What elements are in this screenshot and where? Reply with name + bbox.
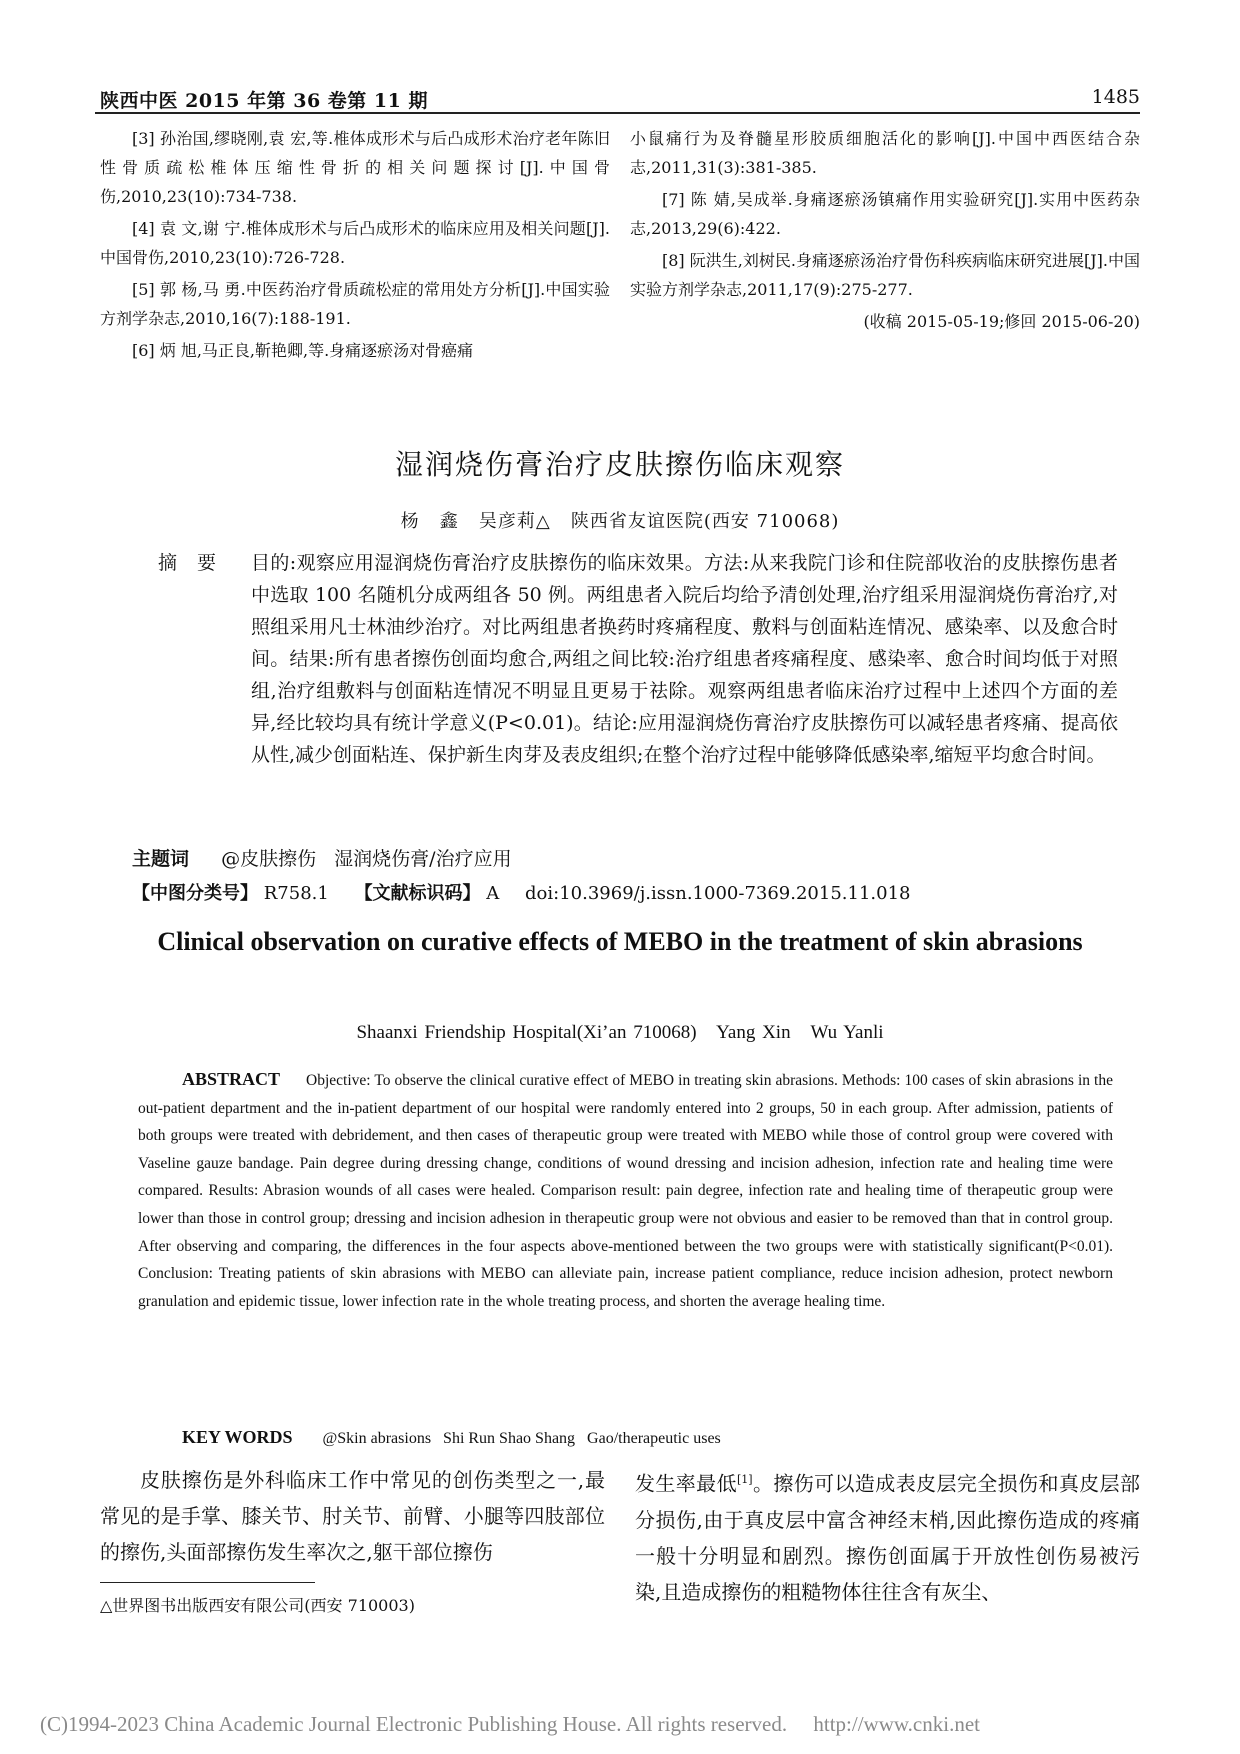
clc-label: 【中图分类号】 xyxy=(132,883,258,904)
copyright-watermark: (C)1994-2023 China Academic Journal Electronic Publishing House. All rights reserved. http://www.cnki.net xyxy=(40,1712,980,1736)
keywords-cn xyxy=(132,844,512,871)
references-right-column xyxy=(630,124,1140,339)
keywords-text-cn: @皮肤擦伤 湿润烧伤膏/治疗应用 xyxy=(221,848,512,870)
classification-line xyxy=(132,879,931,905)
body-paragraph: 皮肤擦伤是外科临床工作中常见的创伤类型之一,最常见的是手掌、膝关节、肘关节、前臂、小腿等四肢部位的擦伤,头面部擦伤发生率次之,躯干部位擦伤 xyxy=(100,1468,605,1564)
article-title-en: Clinical observation on curative effects of MEBO in the treatment of skin abrasions xyxy=(157,927,1083,956)
abstract-label-cn: 摘要 xyxy=(158,552,237,574)
keywords-label-cn: 主题词 xyxy=(132,848,190,870)
header-rule xyxy=(95,112,1140,114)
body-paragraph xyxy=(635,1462,1140,1610)
body-right-column xyxy=(635,1462,1140,1610)
received-date: (收稿 2015-05-19;修回 2015-06-20) xyxy=(863,312,1140,331)
doi: doi:10.3969/j.issn.1000-7369.2015.11.018 xyxy=(525,883,911,904)
reference-item: [7] 陈 婧,吴成举.身痛逐瘀汤镇痛作用实验研究[J].实用中医药杂志,2013,29(6):422. xyxy=(630,190,1140,238)
abstract-text-cn: 目的:观察应用湿润烧伤膏治疗皮肤擦伤的临床效果。方法:从来我院门诊和住院部收治的皮肤擦伤患者中选取 100 名随机分成两组各 50 例。两组患者入院后均给予清创处理,治疗组采用湿润烧伤膏治疗,对照组采用凡士林油纱治疗。对比两组患者换药时疼痛程度、敷料与创面粘连情况、感染率、以及愈合时间。结果:所有患者擦伤创面均愈合,两组之间比较:治疗组患者疼痛程度、感染率、愈合时间均低于对照组,治疗组敷料与创面粘连情况不明显且更易于祛除。观察两组患者临床治疗过程中上述四个方面的差异,经比较均具有统计学意义(P<0.01)。结论:应用湿润烧伤膏治疗皮肤擦伤可以减轻患者疼痛、提高依从性,减少创面粘连、保护新生肉芽及表皮组织;在整个治疗过程中能够降低感染率,缩短平均愈合时间。 xyxy=(251,552,1118,766)
doc-code-label: 【文献标识码】 xyxy=(354,883,481,904)
authors-cn: 杨 鑫 吴彦莉△ 陕西省友谊医院(西安 710068) xyxy=(400,511,840,532)
keywords-text-en: @Skin abrasions Shi Run Shao Shang Gao/therapeutic uses xyxy=(322,1430,721,1447)
references-left-column xyxy=(100,124,610,368)
citation-marker[interactable]: [1] xyxy=(736,1473,753,1486)
abstract-en xyxy=(138,1066,1113,1315)
footnote: △世界图书出版西安有限公司(西安 710003) xyxy=(100,1596,415,1615)
reference-item: 小鼠痛行为及脊髓星形胶质细胞活化的影响[J].中国中西医结合杂志,2011,31(3):381-385. xyxy=(630,129,1140,177)
keywords-label-en: KEY WORDS xyxy=(182,1427,293,1447)
reference-item: [4] 袁 文,谢 宁.椎体成形术与后凸成形术的临床应用及相关问题[J].中国骨伤,2010,23(10):726-728. xyxy=(100,219,610,267)
footnote-rule xyxy=(100,1582,315,1583)
body-left-column xyxy=(100,1462,605,1570)
body-text: 发生率最低 xyxy=(635,1471,737,1496)
article-title-cn: 湿润烧伤膏治疗皮肤擦伤临床观察 xyxy=(394,448,845,481)
abstract-text-en: Objective: To observe the clinical curative effect of MEBO in treating skin abrasions. Methods: 100 cases of skin abrasions in the out-patient department and the in-patient department of our hospital were randomly entered into 2 groups, 50 in each group. After admission, patients of both groups were treated with debridement, and then cases of therapeutic group were treated with MEBO while those of control group were covered with Vaseline gauze bandage. Pain degree during dressing change, conditions of wound dressing and incision adhesion, infection rate and healing time were compared. Results: Abrasion wounds of all cases were healed. Comparison result: pain degree, infection rate and healing time of therapeutic group were lower than those in control group; dressing and incision adhesion in therapeutic group were not obvious and easier to be removed than that in control group. After observing and comparing, the differences in the four aspects above-mentioned between the two groups were with statistically significant(P<0.01). Conclusion: Treating patients of skin abrasions with MEBO can alleviate pain, increase patient compliance, reduce incision adhesion, protect newborn granulation and epidemic tissue, lower infection rate in the whole treating process, and shorten the average healing time. xyxy=(138,1072,1113,1310)
abstract-label-en: ABSTRACT xyxy=(182,1069,281,1089)
reference-item: [6] 炳 旭,马正良,靳艳卿,等.身痛逐瘀汤对骨癌痛 xyxy=(132,341,474,360)
clc-value: R758.1 xyxy=(263,883,329,904)
abstract-cn xyxy=(158,547,1118,771)
keywords-en xyxy=(182,1427,721,1448)
doc-code-value: A xyxy=(486,883,500,904)
journal-running-header: 陕西中医 2015 年第 36 卷第 11 期 xyxy=(100,90,428,112)
page-number: 1485 xyxy=(1091,86,1140,108)
reference-item: [5] 郭 杨,马 勇.中医药治疗骨质疏松症的常用处方分析[J].中国实验方剂学杂志,2010,16(7):188-191. xyxy=(100,280,610,328)
body-text: 。擦伤可以造成表皮层完全损伤和真皮层部分损伤,由于真皮层中富含神经末梢,因此擦伤造成的疼痛一般十分明显和剧烈。擦伤创面属于开放性创伤易被污染,且造成擦伤的粗糙物体往往含有灰尘、 xyxy=(635,1471,1141,1604)
authors-en: Shaanxi Friendship Hospital(Xi’an 710068) Yang Xin Wu Yanli xyxy=(356,1022,884,1043)
reference-item: [8] 阮洪生,刘树民.身痛逐瘀汤治疗骨伤科疾病临床研究进展[J].中国实验方剂学杂志,2011,17(9):275-277. xyxy=(630,251,1140,299)
reference-item: [3] 孙治国,缪晓刚,袁 宏,等.椎体成形术与后凸成形术治疗老年陈旧性骨质疏松椎体压缩性骨折的相关问题探讨[J].中国骨伤,2010,23(10):734-738. xyxy=(100,129,610,206)
